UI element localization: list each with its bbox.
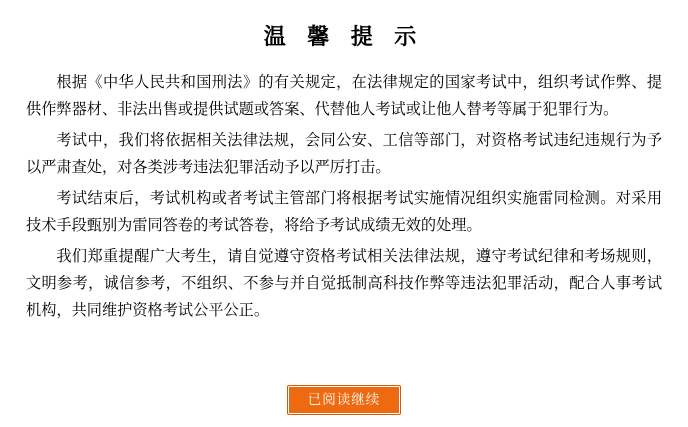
- notice-paragraph-1: 根据《中华人民共和国刑法》的有关规定，在法律规定的国家考试中，组织考试作弊、提供作弊器材、非法出售或提供试题或答案、代替他人考试或让他人替考等属于犯罪行为。: [26, 74, 662, 118]
- read-and-continue-button[interactable]: 已阅读继续: [287, 385, 402, 416]
- notice-paragraph-4: 我们郑重提醒广大考生，请自觉遵守资格考试相关法律法规，遵守考试纪律和考场规则，文明参考，诚信参考，不组织、不参与并自觉抵制高科技作弊等违法犯罪活动，配合人事考试机构，共同维护资格考试公平公正。: [26, 248, 662, 319]
- dialog-footer: [0, 385, 688, 416]
- page-title: 温 馨 提 示: [263, 24, 425, 49]
- notice-paragraph-2: 考试中，我们将依据相关法律法规，会同公安、工信等部门，对资格考试违纪违规行为予以严肃查处，对各类涉考违法犯罪活动予以严厉打击。: [26, 132, 662, 176]
- notice-paragraph-3: 考试结束后，考试机构或者考试主管部门将根据考试实施情况组织实施雷同检测。对采用技术手段甄别为雷同答卷的考试答卷，将给予考试成绩无效的处理。: [26, 190, 662, 234]
- notice-body: [0, 55, 688, 324]
